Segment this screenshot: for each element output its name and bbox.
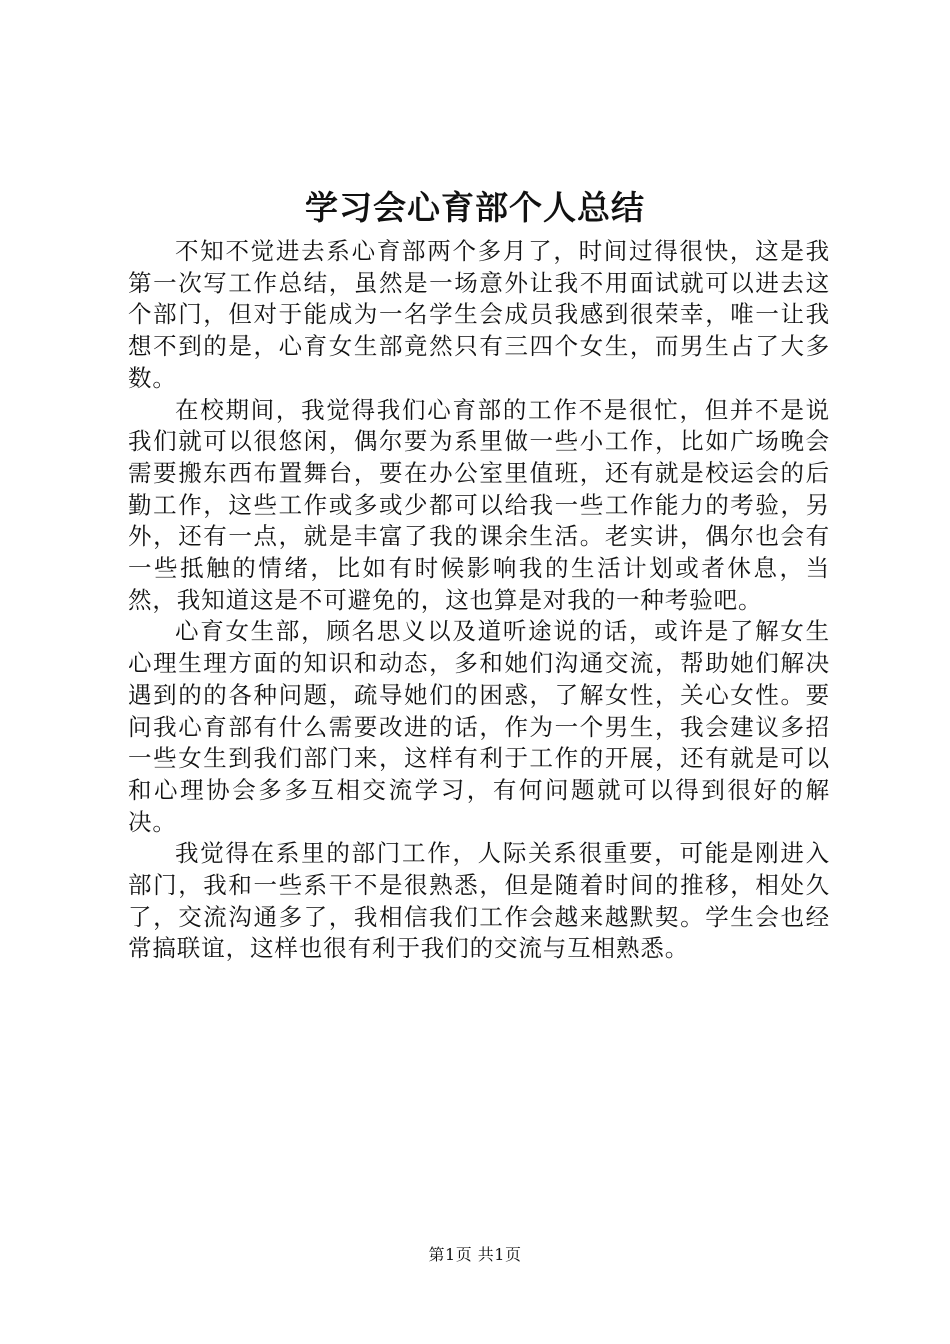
page-footer: 第1页 共1页	[428, 1245, 522, 1264]
document-body	[128, 236, 830, 965]
paragraph-2: 在校期间，我觉得我们心育部的工作不是很忙，但并不是说我们就可以很悠闲，偶尔要为系里做一些小工作，比如广场晚会需要搬东西布置舞台，要在办公室里值班，还有就是校运会的后勤工作，这些工作或多或少都可以给我一些工作能力的考验，另外，还有一点，就是丰富了我的课余生活。老实讲，偶尔也会有一些抵触的情绪，比如有时候影响我的生活计划或者休息，当然，我知道这是不可避免的，这也算是对我的一种考验吧。	[128, 395, 830, 614]
paragraph-4: 我觉得在系里的部门工作，人际关系很重要，可能是刚进入部门，我和一些系干不是很熟悉，但是随着时间的推移，相处久了，交流沟通多了，我相信我们工作会越来越默契。学生会也经常搞联谊，这样也很有利于我们的交流与互相熟悉。	[128, 839, 830, 963]
paragraph-1: 不知不觉进去系心育部两个多月了，时间过得很快，这是我第一次写工作总结，虽然是一场意外让我不用面试就可以进去这个部门，但对于能成为一名学生会成员我感到很荣幸，唯一让我想不到的是，心育女生部竟然只有三四个女生，而男生占了大多数。	[128, 237, 830, 392]
document-title: 学习会心育部个人总结	[305, 188, 645, 227]
paragraph-3: 心育女生部，顾名思义以及道听途说的话，或许是了解女生心理生理方面的知识和动态，多和她们沟通交流，帮助她们解决遇到的的各种问题，疏导她们的困惑，了解女性，关心女性。要问我心育部有什么需要改进的话，作为一个男生，我会建议多招一些女生到我们部门来，这样有利于工作的开展，还有就是可以和心理协会多多互相交流学习，有何问题就可以得到很好的解决。	[128, 617, 830, 836]
